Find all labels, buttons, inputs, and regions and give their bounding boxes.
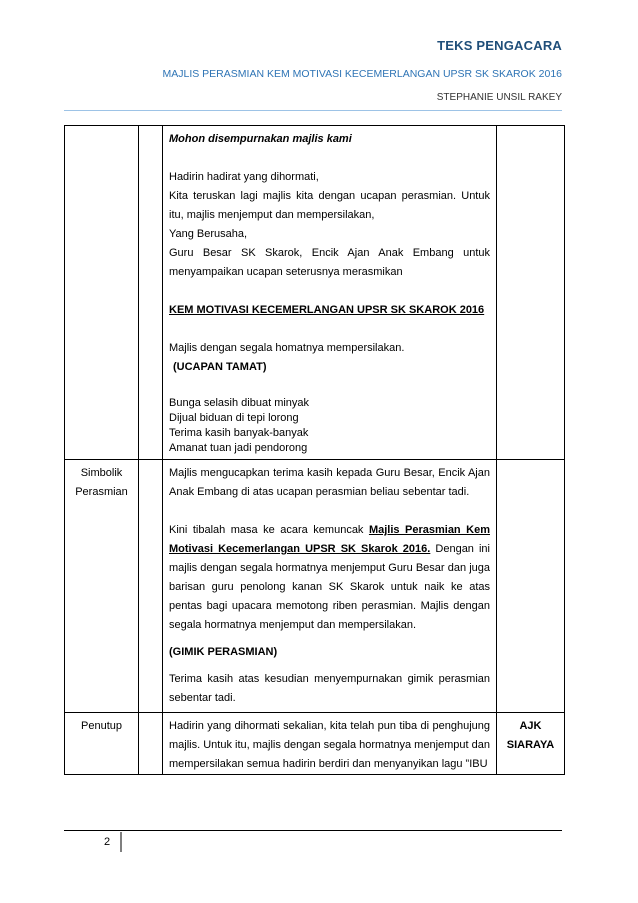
spacer-cell [139, 126, 163, 460]
script-cell [163, 126, 497, 460]
row1-line-2: Kita teruskan lagi majlis kita dengan ucapan perasmian. Untuk itu, majlis menjemput dan mempersilakan, [169, 190, 490, 221]
role-cell [497, 460, 565, 713]
row2-para-2 [169, 521, 490, 635]
script-cell [163, 460, 497, 713]
header-author: STEPHANIE UNSIL RAKEY [436, 92, 562, 103]
pantun [169, 396, 490, 456]
pantun-line: Bunga selasih dibuat minyak [169, 397, 310, 409]
row1-line-3: Yang Berusaha, [169, 228, 248, 240]
row2-para-2-intro: Kini tibalah masa ke acara kemuncak [169, 524, 369, 536]
footer-divider [64, 830, 562, 831]
script-cell [163, 713, 497, 775]
pantun-line: Terima kasih banyak-banyak [169, 427, 309, 439]
section-label-cell [65, 460, 139, 713]
speech-end-cue: (UCAPAN TAMAT) [173, 361, 267, 373]
row2-para-2-rest: Dengan ini majlis dengan segala hormatnya menjemput Guru Besar dan juga barisan guru penolong kanan SK Skarok untuk naik ke atas pentas bagi upacara memotong riben perasmian. Majlis dengan segala hormatnya menjemput dan mempersilakan. [169, 543, 490, 631]
table-row [65, 460, 565, 713]
event-name: KEM MOTIVASI KECEMERLANGAN UPSR SK SKAROK 2016 [169, 304, 485, 316]
table-row [65, 713, 565, 775]
header-subtitle: MAJLIS PERASMIAN KEM MOTIVASI KECEMERLANGAN UPSR SK SKAROK 2016 [162, 68, 562, 80]
pantun-line: Dijual biduan di tepi lorong [169, 412, 299, 424]
role-label: AJK SIARAYA [506, 720, 555, 751]
header-divider [64, 110, 562, 111]
page-number: 2 [104, 836, 111, 848]
table-row [65, 126, 565, 460]
role-cell [497, 713, 565, 775]
spacer-cell [139, 460, 163, 713]
section-label-cell [65, 713, 139, 775]
row3-text: Hadirin yang dihormati sekalian, kita telah pun tiba di penghujung majlis. Untuk itu, majlis dengan segala hormatnya menjemput dan mempersilakan semua hadirin berdiri dan menyanyikan lagu ”IBU [169, 720, 490, 770]
role-cell [497, 126, 565, 460]
page-number-bar [120, 832, 122, 852]
spacer-cell [139, 713, 163, 775]
row2-event-highlight: Majlis Perasmian Kem Motivasi Kecemerlangan UPSR SK Skarok 2016. [169, 524, 490, 555]
section-label: Penutup [81, 720, 122, 732]
row1-line-5: Majlis dengan segala homatnya mempersilakan. [169, 342, 405, 354]
gimmick-cue: (GIMIK PERASMIAN) [169, 646, 278, 658]
row1-heading: Mohon disempurnakan majlis kami [169, 133, 352, 145]
section-label: Simbolik Perasmian [75, 467, 128, 498]
row2-para-1: Majlis mengucapkan terima kasih kepada Guru Besar, Encik Ajan Anak Embang di atas ucapan perasmian beliau sebentar tadi. [169, 467, 490, 498]
row1-line-4: Guru Besar SK Skarok, Encik Ajan Anak Embang untuk menyampaikan ucapan seterusnya merasmikan [169, 247, 490, 278]
section-label-cell [65, 126, 139, 460]
script-table [64, 125, 565, 775]
row2-para-3: Terima kasih atas kesudian menyempurnakan gimik perasmian sebentar tadi. [169, 673, 490, 704]
row1-line-1: Hadirin hadirat yang dihormati, [169, 171, 319, 183]
pantun-line: Amanat tuan jadi pendorong [169, 442, 308, 454]
header-title: TEKS PENGACARA [437, 38, 562, 53]
